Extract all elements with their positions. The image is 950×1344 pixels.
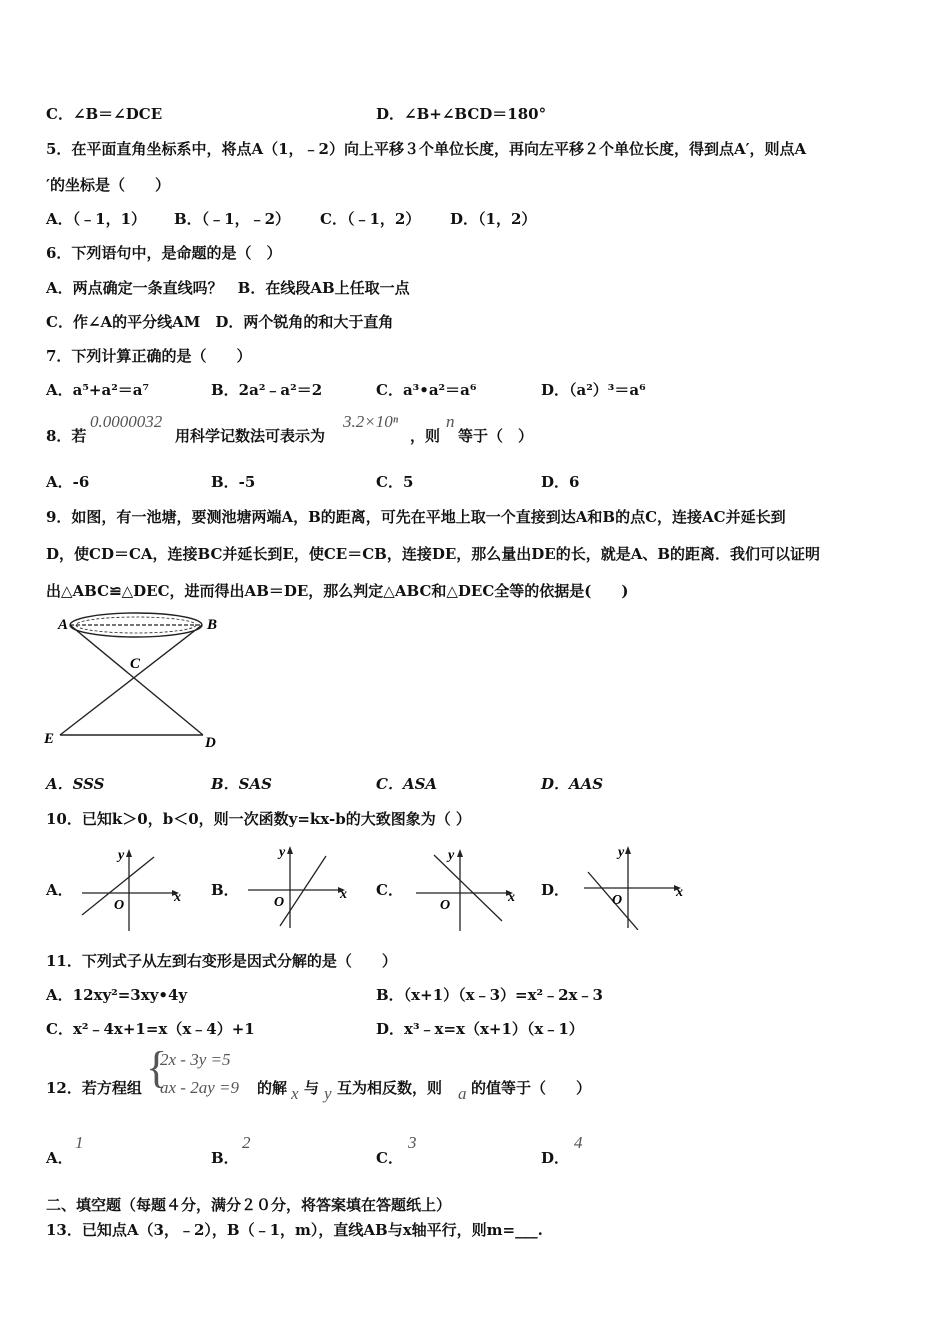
q8-option-d: D．6 — [541, 473, 580, 491]
q12-prefix: 12．若方程组 — [46, 1079, 142, 1097]
q7-stem: 7．下列计算正确的是（ ） — [46, 347, 252, 365]
q12-var-a: a — [458, 1084, 467, 1103]
svg-text:x: x — [174, 890, 181, 905]
q7-option-d: D．（a²）³＝a⁶ — [541, 381, 646, 399]
q5-stem-line1: 5．在平面直角坐标系中，将点A（1，﹣2）向上平移３个单位长度，再向左平移２个单位长度，得到点A′，则点A — [46, 140, 807, 158]
svg-text:y: y — [448, 848, 455, 863]
q11-option-c: C．x²﹣4x+1=x（x﹣4）+1 — [46, 1020, 255, 1038]
q7-option-c: C．a³•a²＝a⁶ — [376, 381, 477, 399]
section-2-title: 二、填空题（每题４分，满分２０分，将答案填在答题纸上） — [46, 1196, 452, 1214]
q4-option-c: C．∠B＝∠DCE — [46, 105, 163, 123]
q12-var-y: y — [324, 1084, 332, 1103]
q12-option-a-value: 1 — [75, 1133, 84, 1152]
q11-option-d: D．x³﹣x=x（x+1）（x﹣1） — [376, 1020, 584, 1038]
q12-mid1: 的解 — [257, 1079, 288, 1097]
q12-option-c: C． — [376, 1149, 403, 1167]
q12-option-c-value: 3 — [408, 1133, 417, 1152]
label-d: D — [205, 735, 216, 751]
svg-text:O: O — [274, 895, 285, 910]
q12-brace: { — [146, 1043, 168, 1092]
q8-scientific: 3.2×10ⁿ — [343, 412, 399, 431]
svg-text:O: O — [114, 898, 125, 913]
q9-stem-line2: D，使CD＝CA，连接BC并延长到E，使CE＝CB，连接DE，那么量出DE的长，就是A、B的距离．我们可以证明 — [46, 545, 821, 563]
q9-option-c: C．ASA — [376, 775, 438, 793]
svg-text:x: x — [676, 885, 683, 900]
q9-option-a: A．SSS — [46, 775, 105, 793]
q12-mid2: 与 — [304, 1079, 320, 1097]
label-c: C — [130, 656, 141, 672]
q6-options-cd: C．作∠A的平分线AM D．两个锐角的和大于直角 — [46, 313, 394, 331]
q5-option-b: B．（﹣1，﹣2） — [174, 210, 291, 228]
q6-stem: 6．下列语句中，是命题的是（ ） — [46, 244, 282, 262]
q8-then: ，则 — [410, 427, 441, 445]
q12-option-b-value: 2 — [242, 1133, 251, 1152]
q10-graph-a — [76, 843, 186, 933]
svg-text:y: y — [279, 845, 286, 860]
q8-suffix: 等于（ ） — [458, 427, 534, 445]
q7-option-a: A．a⁵+a²＝a⁷ — [46, 381, 150, 399]
q5-stem-line2: ′的坐标是（ ） — [46, 176, 170, 194]
q9-option-b: B．SAS — [211, 775, 272, 793]
q11-option-a: A．12xy²=3xy•4y — [46, 986, 188, 1004]
q10-option-c: C． — [376, 881, 403, 899]
q8-var-n: n — [446, 412, 455, 431]
q6-options-ab: A．两点确定一条直线吗？ B．在线段AB上任取一点 — [46, 279, 410, 297]
q11-stem: 11．下列式子从左到右变形是因式分解的是（ ） — [46, 952, 397, 970]
q11-option-b: B．（x+1）（x﹣3）=x²﹣2x﹣3 — [376, 986, 603, 1004]
q12-mid3: 互为相反数，则 — [337, 1079, 443, 1097]
q10-graph-c — [410, 843, 520, 933]
q12-option-a: A． — [46, 1149, 73, 1167]
q4-option-d: D．∠B+∠BCD＝180° — [376, 105, 547, 123]
q10-graph-b — [242, 840, 352, 930]
q5-option-a: A．（﹣1，1） — [46, 210, 147, 228]
q12-equation-2: ax - 2ay =9 — [160, 1078, 239, 1097]
q9-pond-figure — [40, 605, 230, 755]
q9-stem-line3: 出△ABC≌△DEC，进而得出AB＝DE，那么判定△ABC和△DEC全等的依据是( ) — [46, 582, 629, 600]
line-graph-b — [280, 856, 326, 926]
q8-option-c: C．5 — [376, 473, 414, 491]
q8-option-a: A．-6 — [46, 473, 90, 491]
svg-text:x: x — [340, 887, 347, 902]
svg-text:y: y — [618, 845, 625, 860]
svg-text:y: y — [118, 848, 125, 863]
q8-option-b: B．-5 — [211, 473, 256, 491]
q12-option-b: B． — [211, 1149, 239, 1167]
q12-suffix: 的值等于（ ） — [471, 1079, 592, 1097]
svg-text:x: x — [508, 890, 515, 905]
q5-option-c: C．（﹣1，2） — [320, 210, 421, 228]
q10-option-a: A． — [46, 881, 73, 899]
q8-number: 0.0000032 — [90, 412, 163, 431]
svg-text:O: O — [612, 893, 623, 908]
q10-stem: 10．已知k＞0，b＜0，则一次函数y=kx-b的大致图象为（ ） — [46, 810, 471, 828]
q12-var-x: x — [291, 1084, 299, 1103]
q10-graph-d — [578, 840, 688, 930]
q5-option-d: D．（1，2） — [450, 210, 537, 228]
q10-option-b: B． — [211, 881, 239, 899]
label-a: A — [58, 617, 69, 633]
q12-option-d: D． — [541, 1149, 570, 1167]
segment-ad — [70, 625, 203, 735]
label-e: E — [44, 731, 55, 747]
q9-stem-line1: 9．如图，有一池塘，要测池塘两端A，B的距离，可先在平地上取一个直接到达A和B的点C，连接AC并延长到 — [46, 508, 786, 526]
q12-option-d-value: 4 — [574, 1133, 583, 1152]
q8-mid: 用科学记数法可表示为 — [175, 427, 326, 445]
q10-option-d: D． — [541, 881, 570, 899]
label-b: B — [207, 617, 218, 633]
q13-stem: 13．已知点A（3，﹣2），B（﹣1，m），直线AB与x轴平行，则m=___. — [46, 1221, 543, 1239]
q9-option-d: D．AAS — [541, 775, 604, 793]
segment-be — [60, 625, 202, 735]
q8-prefix: 8．若 — [46, 427, 87, 445]
q12-equation-1: 2x - 3y =5 — [160, 1050, 231, 1069]
svg-text:O: O — [440, 898, 451, 913]
q7-option-b: B．2a²﹣a²＝2 — [211, 381, 323, 399]
